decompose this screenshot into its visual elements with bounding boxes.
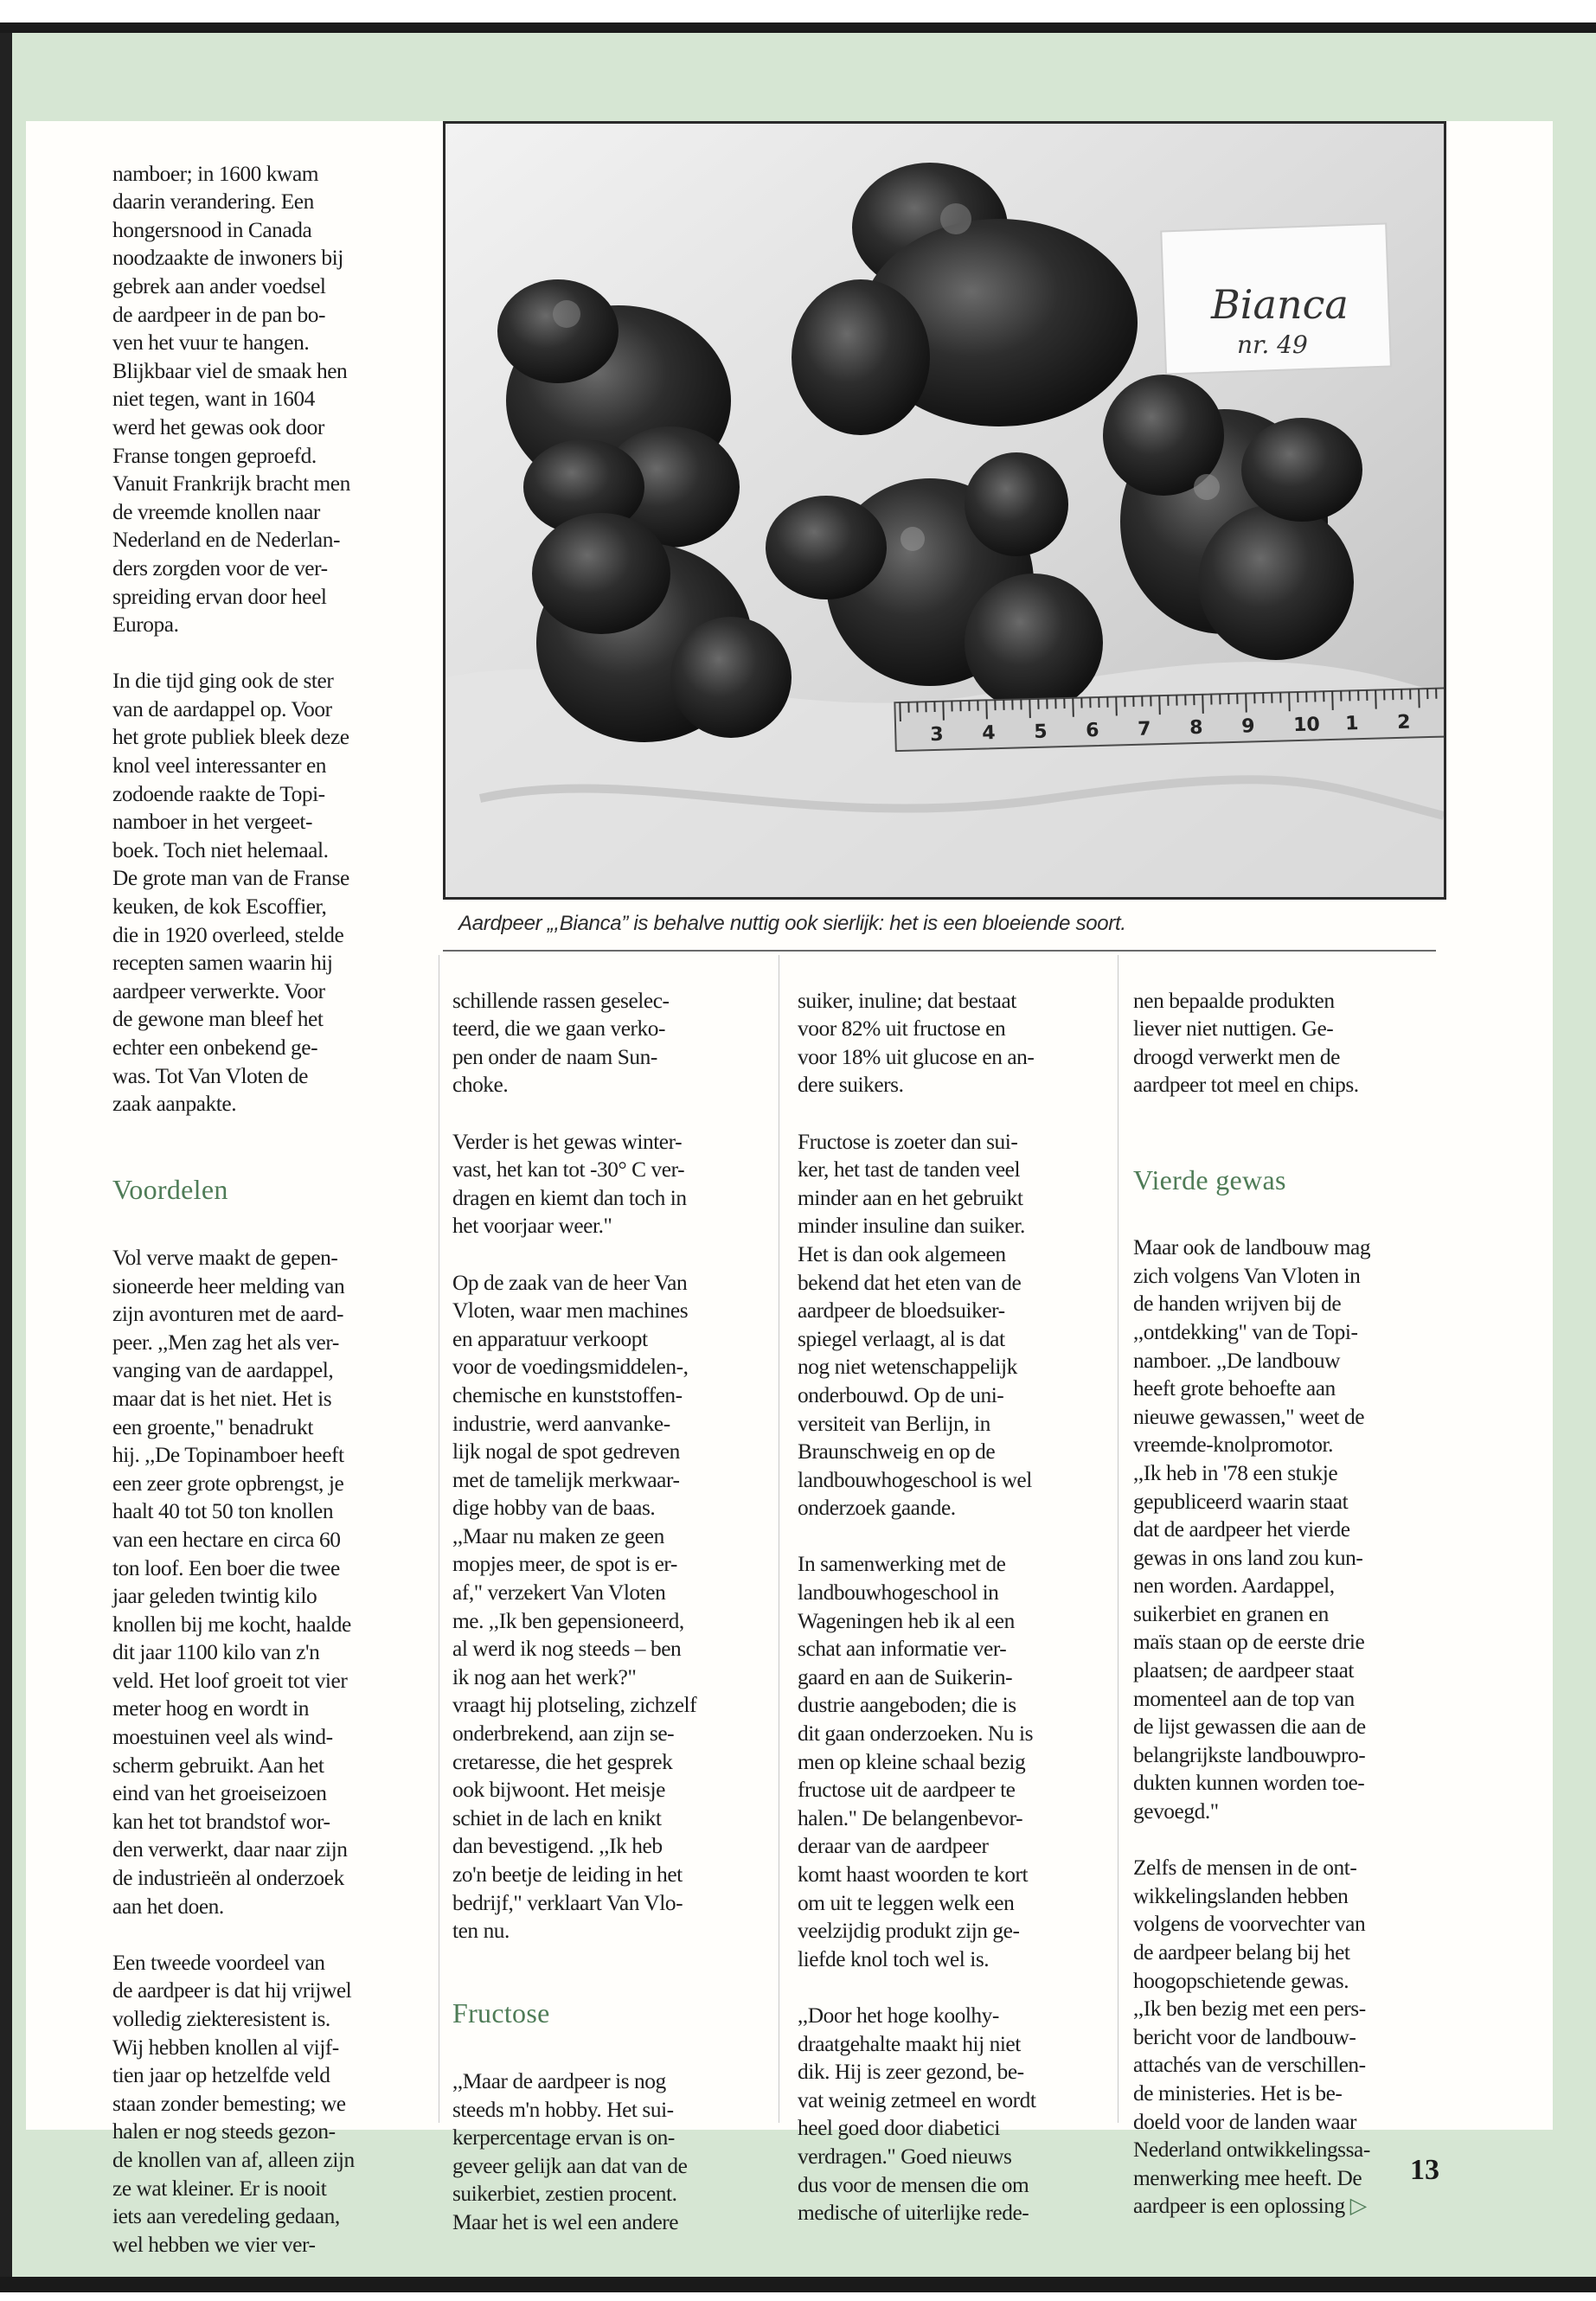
col1-paragraph-3: Vol verve maakt de gepen- sioneerde heer melding van zijn avonturen met de aard- peer. ,,Men zag het als ver- vanging van de aardappel, maar dat is het niet. Het is een groente," benadrukt hij. ,,De Topinamboer heeft een zeer grote opbrengst, je haalt 40 tot 50 ton knollen van een hectare en circa 60 ton loof. Een boer die twee jaar geleden twintig kilo knollen bij me kocht, haalde dit jaar 1100 kilo van z'n veld. Het loof groeit tot vier meter hoog en wordt in moestuinen veel als wind- scherm gebruikt. Aan het eind van het groeiseizoen kan het tot brandstof wor- den verwerkt, daar naar zijn de industrieën al onderzoek aan het doen. <box>112 1245 351 1919</box>
col1-paragraph-2: In die tijd ging ook de ster van de aardappel op. Voor het grote publiek bleek deze knol veel interessanter en zodoende raakte de Topi- namboer in het vergeet- boek. Toch niet helemaal. De grote man van de Franse keuken, de kok Escoffier, die in 1920 overleed, stelde recepten samen waarin hij aardpeer verwerkte. Voor de gewone man bleef het echter een onbekend ge- was. Tot Van Vloten de zaak aanpakte. <box>112 669 349 1117</box>
tape-tick <box>1289 692 1290 711</box>
tape-tick <box>1375 690 1376 709</box>
section-heading-fructose: Fructose <box>452 1997 550 2029</box>
green-margin-right <box>1553 33 1596 2277</box>
caption-rule <box>443 950 1436 952</box>
article-photo <box>443 121 1446 900</box>
tape-tick <box>1029 699 1030 718</box>
label-bianca: Bianca <box>1211 281 1349 328</box>
col4-paragraph-2: Maar ook de landbouw mag zich volgens Van Vloten in de handen wrijven bij de ,,ontdekking" van de Topi- namboer. ,,De landbouw heeft grote behoefte aan nieuwe gewassen," weet de vreemde-knolpromotor. ,,Ik heb in '78 een stukje gepubliceerd waarin staat dat de aardpeer het vierde gewas in ons land zou kun- nen worden. Aardappel, suikerbiet en granen en maïs staan op de eerste drie plaatsen; de aardpeer staat momenteel aan de top van de lijst gewassen die aan de belangrijkste landbouwpro- dukten kunnen worden toe- gevoegd." <box>1133 1235 1371 1824</box>
tape-tick <box>943 702 944 721</box>
green-margin-top <box>12 33 1596 121</box>
green-margin-left <box>12 33 26 2277</box>
variety-label-card <box>1161 224 1391 375</box>
tape-tick <box>1332 691 1333 710</box>
col3-paragraph-4: ,,Door het hoge koolhy- draatgehalte maakt hij niet dik. Hij is zeer gezond, be- vat weinig zetmeel en wordt heel goed door diabetici verdragen." Goed nieuws dus voor de mensen die om medische of uiterlijke rede- <box>798 2003 1036 2226</box>
col1-paragraph-1: namboer; in 1600 kwam daarin verandering. Een hongersnood in Canada noodzaakte de inwoners bij gebrek aan ander voedsel de aardpeer in de pan bo- ven het vuur te hangen. Blijkbaar viel de smaak hen niet tegen, want in 1604 werd het gewas ook door Franse tongen geproefd. Vanuit Frankrijk bracht men de vreemde knollen naar Nederland en de Nederlan- ders zorgden voor de ver- spreiding ervan door heel Europa. <box>112 161 350 638</box>
col2-paragraph-2: Verder is het gewas winter- vast, het kan tot -30° C ver- dragen en kiemt dan toch in het voorjaar weer." <box>452 1129 687 1239</box>
col2-paragraph-3: Op de zaak van de heer Van Vloten, waar men machines en apparatuur verkoopt voor de voedingsmiddelen-, chemische en kunststoffen- industrie, werd aanvanke- lijk nogal de spot gedreven met de tamelijk merkwaar- dige hobby van de baas. ,,Maar nu maken ze geen mopjes meer, de spot is er- af," verzekert Van Vloten me. ,,Ik ben gepensioneerd, al werd ik nog steeds – ben ik nog aan het werk?" vraagt hij plotseling, zichzelf onderbrekend, aan zijn se- cretaresse, die het gesprek ook bijwoont. Het meisje schiet in de lach en knikt dan bevestigend. ,,Ik heb zo'n beetje de leiding in het bedrijf," verklaart Van Vlo- ten nu. <box>452 1270 697 1944</box>
col1-paragraph-4: Een tweede voordeel van de aardpeer is dat hij vrijwel volledig ziekteresistent is. Wij hebben knollen al vijf- tien jaar op hetzelfde veld staan zonder bemesting; we halen er nog steeds gezon- de knollen van af, alleen zijn ze wat kleiner. Er is nooit iets aan veredeling gedaan, wel hebben we vier ver- <box>112 1950 355 2257</box>
tape-number: 1 <box>1344 713 1359 735</box>
tape-number: 2 <box>1396 711 1411 734</box>
col3-paragraph-1: suiker, inuline; dat bestaat voor 82% uit fructose en voor 18% uit glucose en an- dere suikers. <box>798 988 1035 1098</box>
tape-number: 6 <box>1085 720 1099 742</box>
article-column-4 <box>1133 958 1453 2249</box>
tape-tick <box>1159 695 1160 715</box>
tape-tick <box>1073 698 1074 717</box>
left-border <box>0 33 12 2277</box>
tape-number: 5 <box>1033 721 1048 743</box>
col4-paragraph-1: nen bepaalde produkten liever niet nuttigen. Ge- droogd verwerkt men de aardpeer tot meel en chips. <box>1133 988 1359 1098</box>
col2-paragraph-1: schillende rassen geselec- teerd, die we gaan verko- pen onder de naam Sun- choke. <box>452 988 670 1098</box>
tape-tick <box>1246 694 1247 713</box>
tape-tick <box>986 700 987 719</box>
photo-caption: Aardpeer „,Bianca” is behalve nuttig ook sierlijk: het is een bloeiende soort. <box>458 912 1126 935</box>
article-column-2 <box>452 958 772 2265</box>
tape-number: 8 <box>1189 716 1203 740</box>
tape-number: 9 <box>1240 715 1255 738</box>
continue-arrow-icon: ▷ <box>1349 2194 1367 2219</box>
tape-tick <box>900 702 901 721</box>
section-heading-voordelen: Voordelen <box>112 1174 228 1206</box>
article-column-1 <box>112 131 433 2287</box>
tape-tick <box>1202 695 1203 714</box>
col4-paragraph-3-text: Zelfs de mensen in de ont- wikkelingslanden hebben volgens de voorvechter van de aardpeer belang bij het hoogopschietende gewas. ,,Ik ben bezig met een pers- bericht voor de landbouw- attachés van de verschillen- de ministeries. Het is be- doeld voor de landen waar Nederland ontwikkelingssa- menwerking mee heeft. De aardpeer is een oplossing <box>1133 1856 1370 2219</box>
label-number: nr. 49 <box>1237 330 1308 359</box>
tape-number: 3 <box>930 723 944 747</box>
tape-tick <box>1419 689 1420 708</box>
col3-paragraph-2: Fructose is zoeter dan sui- ker, het tast de tanden veel minder aan en het gebruikt minder insuline dan suiker. Het is dan ook algemeen bekend dat het eten van de aardpeer de bloedsuiker- spiegel verlaagt, al is dat nog niet wetenschappelijk onderbouwd. Op de uni- versiteit van Berlijn, in Braunschweig en op de landbouwhogeschool is wel onderzoek gaande. <box>798 1129 1032 1521</box>
article-column-3 <box>798 958 1113 2255</box>
tape-tick <box>1116 696 1117 715</box>
col3-paragraph-3: In samenwerking met de landbouwhogeschool in Wageningen heb ik al een schat aan informatie ver- gaard en aan de Suikerin- dustrie aangeboden; die is dit gaan onderzoeken. Nu is men op kleine schaal bezig fructose uit de aardpeer te halen." De belangenbevor- deraar van de aardpeer komt haast woorden te kort om uit te leggen welk een veelzijdig produkt zijn ge- liefde knol toch wel is. <box>798 1552 1033 1971</box>
section-heading-vierde-gewas: Vierde gewas <box>1133 1163 1286 1195</box>
tape-number: 7 <box>1137 718 1151 740</box>
top-border <box>0 22 1596 33</box>
tape-number: 4 <box>981 722 996 745</box>
page-number: 13 <box>1410 2154 1439 2186</box>
tape-number: 10 <box>1292 714 1321 737</box>
col2-paragraph-4: ,,Maar de aardpeer is nog steeds m'n hobby. Het sui- kerpercentage ervan is on- geveer gelijk aan dat van de suikerbiet, zestien procent. Maar het is wel een andere <box>452 2068 688 2234</box>
